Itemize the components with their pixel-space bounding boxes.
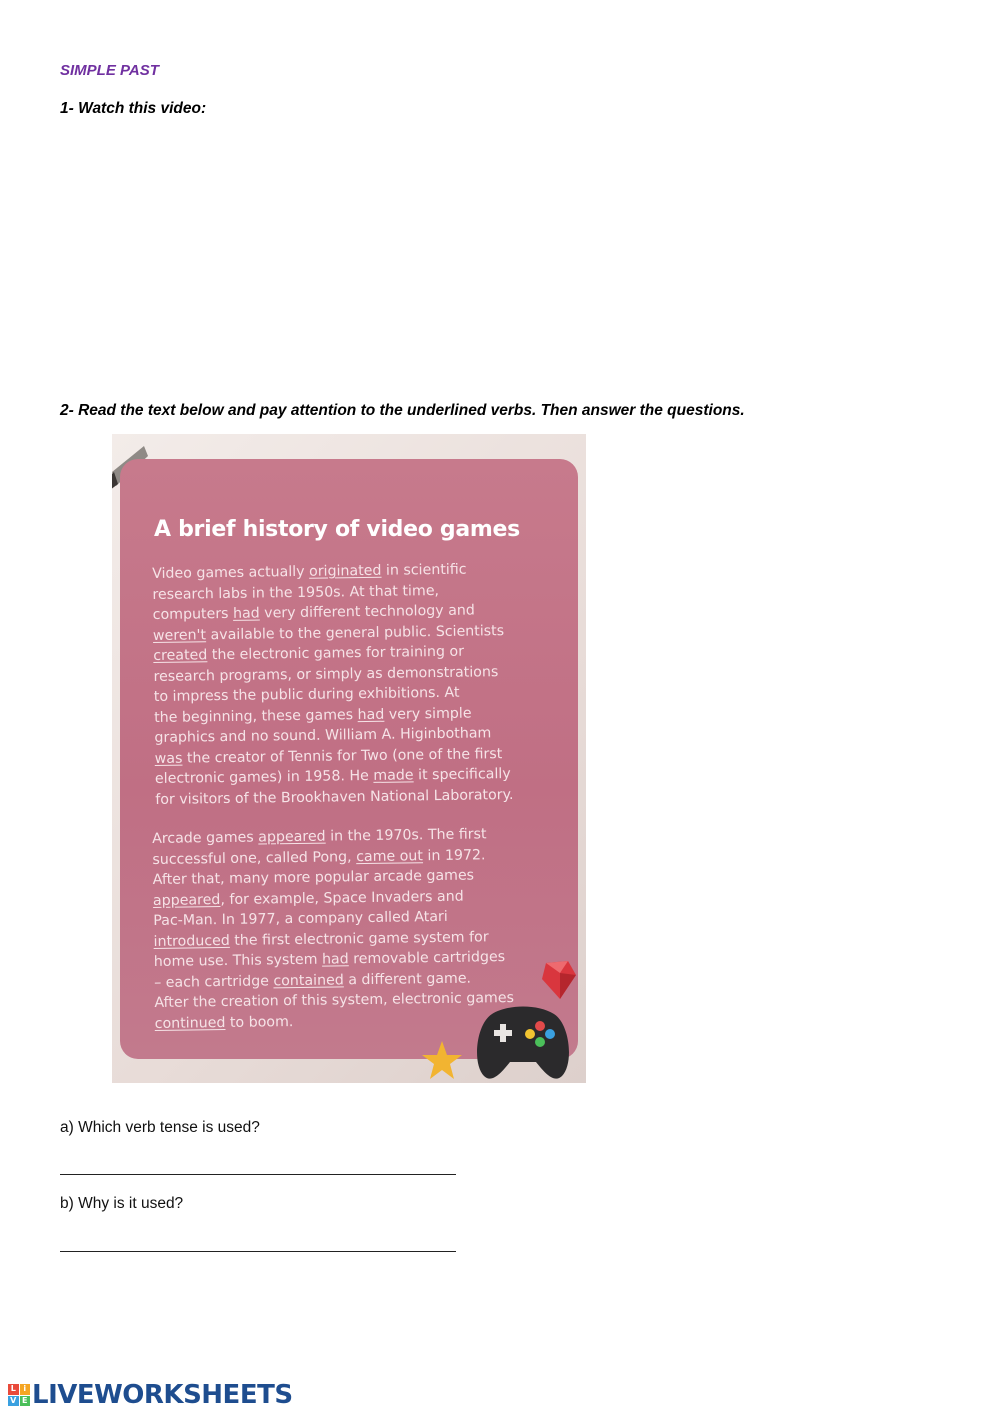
text-segment: in 1972. (422, 846, 486, 864)
text-segment: – each cartridge (154, 972, 274, 991)
text-segment: computers (152, 605, 234, 623)
text-segment: home use. This system (153, 951, 323, 970)
text-segment: the creator of Tennis for Two (one of the first (182, 745, 503, 767)
underlined-verb: had (357, 706, 385, 723)
text-segment: the beginning, these games (154, 706, 358, 726)
underlined-verb: had (232, 605, 260, 622)
underlined-verb: created (153, 647, 208, 664)
underlined-verb: was (154, 750, 183, 767)
gem-icon (538, 959, 578, 1001)
text-segment: it specifically (413, 766, 511, 784)
logo-block: E (20, 1396, 31, 1407)
underlined-verb: continued (154, 1014, 226, 1032)
text-segment: very simple (384, 705, 472, 723)
logo-mark-icon (8, 1384, 30, 1406)
text-segment: very different technology and (259, 602, 475, 622)
text-segment: , for example, Space Invaders and (220, 888, 464, 908)
answer-b-field[interactable] (60, 1251, 456, 1252)
star-icon (420, 1039, 464, 1083)
textbook-paragraph-1 (152, 558, 555, 810)
textbook-title: A brief history of video games (154, 517, 520, 542)
logo-block: V (8, 1396, 19, 1407)
liveworksheets-logo[interactable] (8, 1380, 293, 1410)
underlined-verb: introduced (153, 932, 230, 950)
question-a: a) Which verb tense is used? (60, 1119, 260, 1136)
underlined-verb: weren't (152, 626, 207, 644)
text-segment: removable cartridges (348, 949, 506, 968)
underlined-verb: made (373, 767, 414, 784)
text-segment: successful one, called Pong, (152, 848, 357, 868)
gamepad-icon (474, 1000, 572, 1082)
text-segment: Pac-Man. In 1977, a company called Atari (153, 908, 448, 929)
text-segment: research labs in the 1950s. At that time, (152, 582, 440, 603)
instruction-watch-video: 1- Watch this video: (60, 100, 207, 117)
worksheet-heading: SIMPLE PAST (60, 62, 159, 79)
text-segment: available to the general public. Scientists (205, 622, 505, 643)
logo-block: i (20, 1384, 31, 1395)
instruction-read-text: 2- Read the text below and pay attention to the underlined verbs. Then answer the questions. (60, 402, 745, 419)
underlined-verb: appeared (258, 828, 326, 846)
text-segment: to impress the public during exhibitions. At (153, 684, 460, 705)
underlined-verb: came out (356, 847, 424, 865)
textbook-card (120, 459, 578, 1059)
text-segment: electronic games) in 1958. He (154, 767, 374, 787)
text-segment: in the 1970s. The first (325, 826, 487, 845)
underlined-verb: contained (273, 971, 344, 989)
text-segment: Video games actually (152, 563, 310, 582)
textbook-photo (112, 434, 586, 1083)
text-segment: research programs, or simply as demonstrations (153, 663, 499, 685)
text-segment: a different game. (343, 970, 472, 988)
text-segment: the electronic games for training or (207, 643, 465, 664)
text-segment: for visitors of the Brookhaven National Laboratory. (155, 786, 514, 808)
text-segment: After that, many more popular arcade games (152, 867, 475, 888)
video-placeholder[interactable] (60, 130, 660, 380)
underlined-verb: originated (308, 562, 382, 580)
text-segment: to boom. (225, 1013, 294, 1031)
logo-block: L (8, 1384, 19, 1395)
text-segment: in scientific (381, 561, 467, 579)
text-segment: Arcade games (152, 829, 259, 847)
answer-a-field[interactable] (60, 1174, 456, 1175)
text-segment: graphics and no sound. William A. Higinbotham (154, 725, 492, 746)
underlined-verb: had (321, 951, 349, 968)
underlined-verb: appeared (152, 891, 221, 909)
text-segment: After the creation of this system, electronic games (154, 989, 515, 1011)
question-b: b) Why is it used? (60, 1195, 184, 1212)
text-segment: the first electronic game system for (229, 928, 489, 949)
logo-text: LIVEWORKSHEETS (32, 1380, 293, 1410)
